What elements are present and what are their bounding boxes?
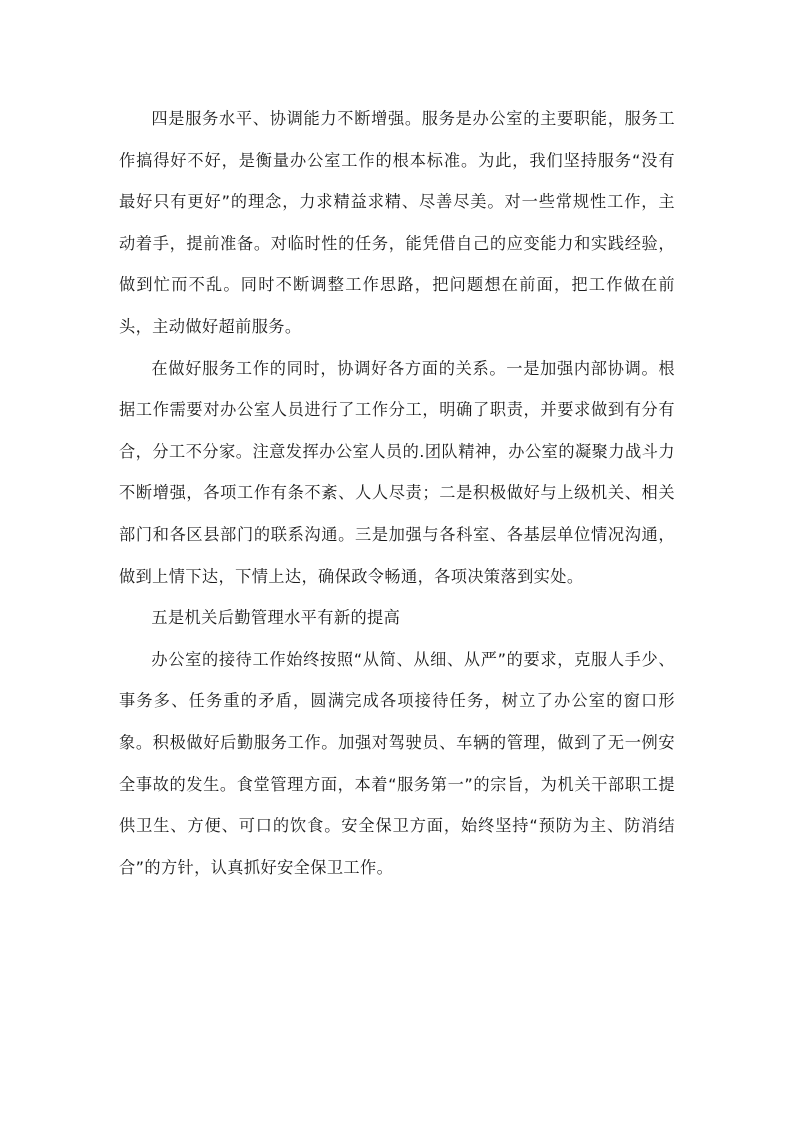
paragraph-coordination: 在做好服务工作的同时，协调好各方面的关系。一是加强内部协调。根据工作需要对办公室人员进行了工作分工，明确了职责，并要求做到有分有合，分工不分家。注意发挥办公室人员的.团队精神，办公室的凝聚力战斗力不断增强，各项工作有条不紊、人人尽责；二是积极做好与上级机关、相关部门和各区县部门的联系沟通。三是加强与各科室、各基层单位情况沟通，做到上情下达，下情上达，确保政令畅通，各项决策落到实处。 <box>119 358 675 586</box>
paragraph-reception-logistics: 办公室的接待工作始终按照“从简、从细、从严”的要求，克服人手少、事务多、任务重的矛盾，圆满完成各项接待任务，树立了办公室的窗口形象。积极做好后勤服务工作。加强对驾驶员、车辆的管理，做到了无一例安全事故的发生。食堂管理方面，本着“服务第一”的宗旨，为机关干部职工提供卫生、方便、可口的饮食。安全保卫方面，始终坚持“预防为主、防消结合”的方针，认真抓好安全保卫工作。 <box>119 649 675 877</box>
document-body <box>119 98 675 888</box>
paragraph-service-level: 四是服务水平、协调能力不断增强。服务是办公室的主要职能，服务工作搞得好不好，是衡量办公室工作的根本标准。为此，我们坚持服务“没有最好只有更好”的理念，力求精益求精、尽善尽美。对一些常规性工作，主动着手，提前准备。对临时性的任务，能凭借自己的应变能力和实践经验，做到忙而不乱。同时不断调整工作思路，把问题想在前面，把工作做在前头，主动做好超前服务。 <box>119 109 675 336</box>
section-heading-logistics: 五是机关后勤管理水平有新的提高 <box>151 608 401 628</box>
